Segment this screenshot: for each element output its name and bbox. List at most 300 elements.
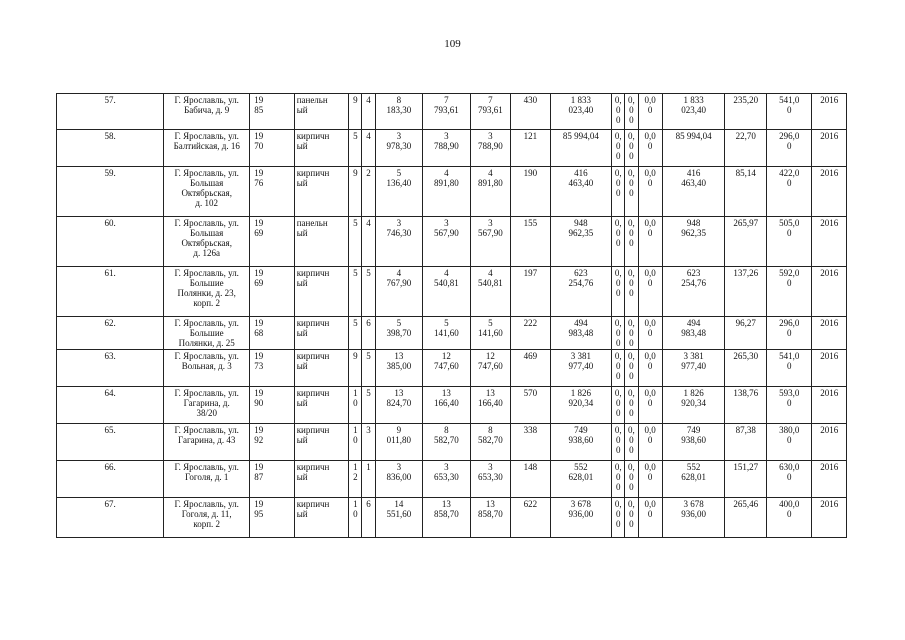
cell-wall-material xyxy=(294,317,349,350)
cell-line: 19 xyxy=(254,425,264,435)
cell-line: 788,90 xyxy=(477,141,503,151)
cell-completion-year: 2016 xyxy=(812,317,847,350)
cell-line: 85 xyxy=(254,105,264,115)
cell-floors: 5 xyxy=(349,317,362,350)
cell-line: 0 xyxy=(647,509,653,519)
cell-line: 0 xyxy=(629,519,634,529)
cell-wall-material xyxy=(294,94,349,130)
cell-total-area xyxy=(375,267,423,317)
cell-line: Вольная, д. 3 xyxy=(181,361,232,371)
cell-line: 0, xyxy=(614,351,622,361)
table-row xyxy=(57,167,847,217)
cell-line: 948 xyxy=(574,218,588,228)
cell-line: 0 xyxy=(647,105,653,115)
cell-line: 0 xyxy=(616,519,621,529)
cell-total-area xyxy=(375,498,423,538)
cell-line: 3 xyxy=(488,462,493,472)
cell-line: 891,80 xyxy=(477,178,503,188)
cell-line: 3 xyxy=(396,218,402,228)
cell-line: 0, xyxy=(614,425,622,435)
cell-line: панельн xyxy=(296,218,328,228)
cell-line: 592,0 xyxy=(779,268,800,278)
cell-fund-share-c xyxy=(638,217,662,267)
cell-line: кирпичн xyxy=(296,168,330,178)
cell-line: 0 xyxy=(629,371,634,381)
cell-living-area xyxy=(423,424,471,461)
cell-living-area xyxy=(423,94,471,130)
cell-line: 0 xyxy=(616,408,621,418)
cell-line: 551,60 xyxy=(386,509,412,519)
cell-row-number: 67. xyxy=(57,498,164,538)
table-row xyxy=(57,217,847,267)
cell-line: ый xyxy=(296,105,308,115)
cell-line: 8 xyxy=(444,425,449,435)
cell-line: 0, xyxy=(614,318,622,328)
cell-address xyxy=(164,267,250,317)
cell-fund-share-c xyxy=(638,94,662,130)
cell-fund-share-c xyxy=(638,424,662,461)
cell-line: ый xyxy=(296,328,308,338)
cell-line: 0, xyxy=(614,462,622,472)
cell-entrances: 6 xyxy=(362,317,375,350)
cell-residents: 155 xyxy=(511,217,550,267)
cell-line: 76 xyxy=(254,178,264,188)
cell-line: 0 xyxy=(616,472,621,482)
cell-line: 962,35 xyxy=(568,228,594,238)
cell-line: 0 xyxy=(629,445,634,455)
cell-line: 836,00 xyxy=(386,472,412,482)
cell-line: 623 xyxy=(574,268,588,278)
cell-line: 400,0 xyxy=(779,499,800,509)
cell-residents: 338 xyxy=(511,424,550,461)
cell-line: 254,76 xyxy=(681,278,706,288)
cell-line: панельн xyxy=(296,95,328,105)
cell-line: 552 xyxy=(686,462,701,472)
cell-line: 13 xyxy=(485,499,495,509)
cell-fund-share-b xyxy=(625,130,638,167)
cell-line: 494 xyxy=(686,318,701,328)
cell-line: 19 xyxy=(254,499,264,509)
cell-line: 0,0 xyxy=(644,268,656,278)
cell-living-area xyxy=(423,167,471,217)
cell-line: 463,40 xyxy=(568,178,594,188)
cell-line: 0 xyxy=(616,151,621,161)
cell-owners-funds xyxy=(662,130,725,167)
cell-entrances: 4 xyxy=(362,130,375,167)
cell-line: Г. Ярославль, ул. xyxy=(174,95,239,105)
cell-floors: 9 xyxy=(349,167,362,217)
cell-completion-year: 2016 xyxy=(812,167,847,217)
cell-line: 136,40 xyxy=(386,178,412,188)
cell-total-cost xyxy=(550,461,612,498)
cell-line: 0 xyxy=(786,278,792,288)
cell-fund-share-a xyxy=(612,317,625,350)
cell-max-unit-cost xyxy=(766,167,812,217)
cell-total-area xyxy=(375,317,423,350)
cell-floors xyxy=(349,387,362,424)
cell-line: 920,34 xyxy=(681,398,706,408)
cell-residents: 222 xyxy=(511,317,550,350)
cell-fund-share-b xyxy=(625,387,638,424)
cell-line: 0 xyxy=(786,472,792,482)
cell-line: 1 833 xyxy=(683,95,704,105)
cell-line: 8 xyxy=(488,425,493,435)
cell-owners-funds xyxy=(662,217,725,267)
cell-line: 0 xyxy=(647,398,653,408)
cell-line: д. 102 xyxy=(195,198,218,208)
cell-line: Октябрьская, xyxy=(181,238,232,248)
cell-line: 628,01 xyxy=(681,472,706,482)
cell-line: 540,81 xyxy=(434,278,459,288)
cell-address xyxy=(164,461,250,498)
cell-owners-funds xyxy=(662,167,725,217)
cell-line: 540,81 xyxy=(477,278,503,288)
cell-line: кирпичн xyxy=(296,351,330,361)
cell-line: 5 xyxy=(396,168,402,178)
cell-entrances: 1 xyxy=(362,461,375,498)
cell-line: 69 xyxy=(254,228,264,238)
cell-completion-year: 2016 xyxy=(812,130,847,167)
cell-line: 0 xyxy=(647,141,653,151)
table-row xyxy=(57,424,847,461)
cell-line: 3 678 xyxy=(683,499,704,509)
cell-line: 19 xyxy=(254,318,264,328)
cell-line: 747,60 xyxy=(477,361,503,371)
cell-total-cost xyxy=(550,317,612,350)
cell-max-unit-cost xyxy=(766,317,812,350)
cell-line: 0 xyxy=(616,178,621,188)
cell-line: 1 xyxy=(353,388,358,398)
table-row xyxy=(57,130,847,167)
cell-floors: 9 xyxy=(349,350,362,387)
cell-row-number: 57. xyxy=(57,94,164,130)
cell-max-unit-cost xyxy=(766,387,812,424)
cell-row-number: 61. xyxy=(57,267,164,317)
cell-line: 0, xyxy=(614,499,622,509)
cell-line: 023,40 xyxy=(568,105,594,115)
cell-total-area xyxy=(375,217,423,267)
cell-line: 977,40 xyxy=(568,361,594,371)
cell-line: 0,0 xyxy=(644,499,656,509)
cell-total-area xyxy=(375,424,423,461)
cell-line: 0 xyxy=(786,435,792,445)
cell-line: Гагарина, д. 43 xyxy=(178,435,236,445)
cell-line: Октябрьская, xyxy=(181,188,232,198)
cell-line: 0 xyxy=(616,482,621,492)
cell-line: 567,90 xyxy=(477,228,503,238)
cell-wall-material xyxy=(294,217,349,267)
cell-line: 3 xyxy=(444,218,449,228)
cell-address xyxy=(164,217,250,267)
cell-line: 0, xyxy=(628,131,635,141)
cell-line: 936,00 xyxy=(568,509,594,519)
cell-address xyxy=(164,94,250,130)
cell-living-area xyxy=(423,461,471,498)
cell-max-unit-cost xyxy=(766,350,812,387)
cell-residents: 622 xyxy=(511,498,550,538)
cell-line: 1 xyxy=(353,462,358,472)
cell-total-area xyxy=(375,94,423,130)
cell-line: Полянки, д. 25 xyxy=(178,338,235,348)
cell-fund-share-b xyxy=(625,461,638,498)
cell-line: 0 xyxy=(647,328,653,338)
table-row xyxy=(57,461,847,498)
cell-unit-cost: 265,97 xyxy=(725,217,766,267)
cell-fund-share-b xyxy=(625,424,638,461)
cell-owners-funds xyxy=(662,498,725,538)
cell-line: 19 xyxy=(254,218,264,228)
cell-line: 416 xyxy=(686,168,701,178)
cell-year-built xyxy=(250,498,295,538)
cell-line: 793,61 xyxy=(477,105,503,115)
cell-line: 0 xyxy=(616,328,621,338)
cell-total-cost xyxy=(550,217,612,267)
cell-line: 0, xyxy=(614,218,622,228)
cell-total-cost xyxy=(550,130,612,167)
cell-line: 92 xyxy=(254,435,264,445)
cell-line: 4 xyxy=(488,168,493,178)
cell-line: 254,76 xyxy=(568,278,594,288)
cell-line: 630,0 xyxy=(779,462,800,472)
cell-line: 0,0 xyxy=(644,218,656,228)
cell-living-area xyxy=(423,387,471,424)
cell-line: 0 xyxy=(629,188,634,198)
cell-floors xyxy=(349,498,362,538)
cell-line: 0,0 xyxy=(644,95,656,105)
cell-line: 891,80 xyxy=(434,178,459,188)
cell-line: 0 xyxy=(616,228,621,238)
cell-line: 793,61 xyxy=(434,105,459,115)
cell-line: 3 xyxy=(396,131,402,141)
cell-line: 380,0 xyxy=(779,425,800,435)
cell-fund-share-a xyxy=(612,94,625,130)
cell-total-cost xyxy=(550,94,612,130)
cell-line: 0 xyxy=(647,178,653,188)
cell-residential-area xyxy=(470,217,510,267)
cell-fund-share-c xyxy=(638,167,662,217)
cell-total-cost xyxy=(550,267,612,317)
cell-fund-share-a xyxy=(612,461,625,498)
cell-row-number: 65. xyxy=(57,424,164,461)
cell-line: 858,70 xyxy=(434,509,459,519)
cell-completion-year: 2016 xyxy=(812,350,847,387)
cell-line: 494 xyxy=(574,318,588,328)
cell-line: 0,0 xyxy=(644,388,656,398)
cell-unit-cost: 235,20 xyxy=(725,94,766,130)
cell-line: 19 xyxy=(254,168,264,178)
cell-year-built xyxy=(250,130,295,167)
cell-residential-area xyxy=(470,130,510,167)
cell-line: 0, xyxy=(614,388,622,398)
cell-line: Полянки, д. 23, xyxy=(177,288,236,298)
cell-total-cost xyxy=(550,498,612,538)
cell-line: 141,60 xyxy=(434,328,459,338)
cell-line: кирпичн xyxy=(296,131,330,141)
table-body xyxy=(57,94,847,538)
cell-line: 1 833 xyxy=(570,95,591,105)
cell-line: Г. Ярославль, ул. xyxy=(174,318,239,328)
cell-max-unit-cost xyxy=(766,461,812,498)
cell-line: кирпичн xyxy=(296,318,330,328)
cell-owners-funds xyxy=(662,267,725,317)
cell-fund-share-b xyxy=(625,167,638,217)
cell-fund-share-b xyxy=(625,267,638,317)
cell-line: 0 xyxy=(647,228,653,238)
cell-unit-cost: 85,14 xyxy=(725,167,766,217)
cell-floors: 5 xyxy=(349,267,362,317)
cell-line: 0, xyxy=(614,268,622,278)
cell-line: 87 xyxy=(254,472,264,482)
cell-line: 13 xyxy=(441,388,451,398)
cell-line: 938,60 xyxy=(681,435,706,445)
cell-fund-share-a xyxy=(612,167,625,217)
cell-year-built xyxy=(250,167,295,217)
cell-line: 0 xyxy=(616,288,621,298)
cell-line: Большая xyxy=(190,228,224,238)
cell-line: 0 xyxy=(629,398,634,408)
cell-line: 0 xyxy=(616,371,621,381)
cell-line: 73 xyxy=(254,361,264,371)
cell-line: 0 xyxy=(647,435,653,445)
cell-line: 749 xyxy=(574,425,588,435)
cell-total-area xyxy=(375,461,423,498)
cell-max-unit-cost xyxy=(766,217,812,267)
cell-fund-share-a xyxy=(612,424,625,461)
cell-line: 653,30 xyxy=(477,472,503,482)
cell-line: 0 xyxy=(786,509,792,519)
cell-line: 0 xyxy=(353,509,358,519)
cell-fund-share-c xyxy=(638,130,662,167)
cell-line: 011,80 xyxy=(386,435,412,445)
cell-living-area xyxy=(423,130,471,167)
cell-line: 858,70 xyxy=(477,509,503,519)
cell-line: корп. 2 xyxy=(193,519,221,529)
cell-line: 141,60 xyxy=(477,328,503,338)
cell-owners-funds xyxy=(662,317,725,350)
cell-residential-area xyxy=(470,267,510,317)
cell-line: 0 xyxy=(629,338,634,348)
cell-line: Гоголя, д. 11, xyxy=(181,509,232,519)
cell-residents: 469 xyxy=(511,350,550,387)
cell-line: 0 xyxy=(616,188,621,198)
cell-line: 296,0 xyxy=(779,318,800,328)
cell-line: 13 xyxy=(485,388,495,398)
cell-year-built xyxy=(250,424,295,461)
cell-address xyxy=(164,350,250,387)
cell-line: 0, xyxy=(628,462,635,472)
cell-wall-material xyxy=(294,498,349,538)
cell-line: 385,00 xyxy=(386,361,412,371)
cell-line: 0, xyxy=(628,499,635,509)
cell-line: 68 xyxy=(254,328,264,338)
cell-year-built xyxy=(250,317,295,350)
cell-line: 788,90 xyxy=(434,141,459,151)
cell-residential-area xyxy=(470,167,510,217)
cell-residential-area xyxy=(470,424,510,461)
cell-line: 767,90 xyxy=(386,278,412,288)
cell-line: 2 xyxy=(353,472,358,482)
cell-owners-funds xyxy=(662,94,725,130)
cell-year-built xyxy=(250,387,295,424)
cell-line: Г. Ярославль, ул. xyxy=(174,268,239,278)
cell-fund-share-c xyxy=(638,317,662,350)
cell-line: 936,00 xyxy=(681,509,706,519)
cell-line: ый xyxy=(296,141,308,151)
cell-max-unit-cost xyxy=(766,498,812,538)
cell-line: 4 xyxy=(444,268,449,278)
cell-line: 0 xyxy=(353,398,358,408)
cell-entrances: 5 xyxy=(362,350,375,387)
cell-line: 19 xyxy=(254,351,264,361)
cell-line: 19 xyxy=(254,388,264,398)
cell-completion-year: 2016 xyxy=(812,461,847,498)
cell-max-unit-cost xyxy=(766,424,812,461)
cell-line: Бабича, д. 9 xyxy=(184,105,230,115)
cell-row-number: 60. xyxy=(57,217,164,267)
cell-completion-year: 2016 xyxy=(812,498,847,538)
cell-line: 398,70 xyxy=(386,328,412,338)
cell-entrances: 5 xyxy=(362,387,375,424)
cell-line: 0 xyxy=(647,361,653,371)
cell-fund-share-c xyxy=(638,387,662,424)
cell-address xyxy=(164,387,250,424)
cell-line: 296,0 xyxy=(779,131,800,141)
cell-line: 938,60 xyxy=(568,435,594,445)
cell-fund-share-c xyxy=(638,461,662,498)
cell-line: 505,0 xyxy=(779,218,800,228)
cell-line: Г. Ярославль, ул. xyxy=(174,351,239,361)
cell-fund-share-b xyxy=(625,94,638,130)
cell-line: 0 xyxy=(629,288,634,298)
cell-line: 0 xyxy=(786,398,792,408)
cell-line: 0 xyxy=(629,105,634,115)
cell-wall-material xyxy=(294,130,349,167)
cell-line: 1 826 xyxy=(570,388,591,398)
cell-line: 4 xyxy=(488,268,493,278)
cell-line: 3 xyxy=(396,462,402,472)
cell-completion-year: 2016 xyxy=(812,424,847,461)
cell-line: 13 xyxy=(394,351,404,361)
cell-residents: 570 xyxy=(511,387,550,424)
cell-row-number: 63. xyxy=(57,350,164,387)
cell-line: ый xyxy=(296,361,308,371)
cell-line: 0 xyxy=(629,238,634,248)
cell-line: 4 xyxy=(396,268,402,278)
cell-floors xyxy=(349,424,362,461)
cell-wall-material xyxy=(294,424,349,461)
cell-line: 653,30 xyxy=(434,472,459,482)
cell-address xyxy=(164,424,250,461)
cell-line: 541,0 xyxy=(779,351,800,361)
cell-line: 962,35 xyxy=(681,228,706,238)
cell-row-number: 62. xyxy=(57,317,164,350)
cell-line: 69 xyxy=(254,278,264,288)
cell-line: д. 126а xyxy=(193,248,220,258)
cell-line: 1 xyxy=(353,425,358,435)
cell-line: 0 xyxy=(786,105,792,115)
cell-entrances: 2 xyxy=(362,167,375,217)
cell-fund-share-a xyxy=(612,387,625,424)
cell-line: 14 xyxy=(394,499,404,509)
cell-entrances: 4 xyxy=(362,217,375,267)
cell-line: 1 826 xyxy=(683,388,704,398)
cell-line: 0 xyxy=(647,472,653,482)
cell-line: 0 xyxy=(647,278,653,288)
cell-line: 0,0 xyxy=(644,462,656,472)
cell-line: 983,48 xyxy=(568,328,594,338)
cell-line: 0, xyxy=(628,425,635,435)
cell-line: 0, xyxy=(614,95,622,105)
